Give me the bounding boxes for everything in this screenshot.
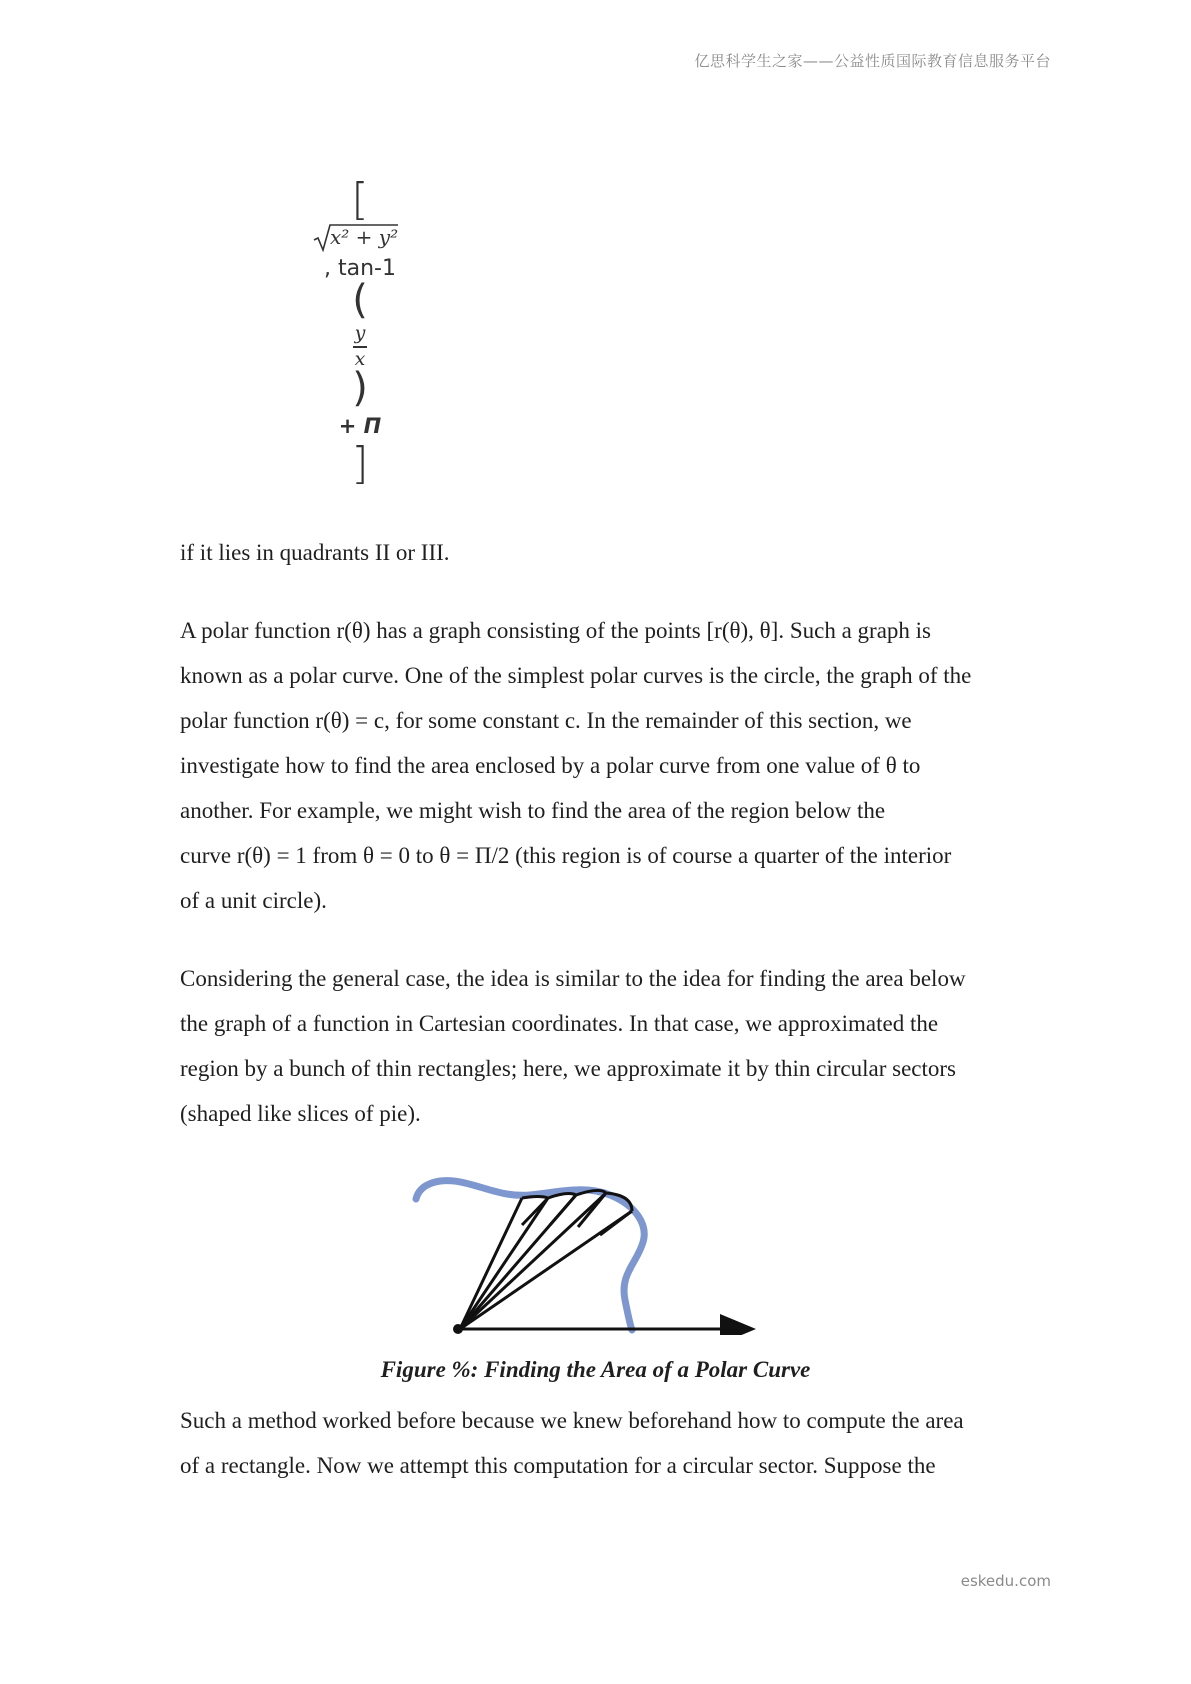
formula-plus-pi: + Π bbox=[338, 414, 382, 438]
polar-coordinate-formula bbox=[300, 174, 420, 498]
sector-arc bbox=[522, 1197, 548, 1199]
formula-close-paren: ) bbox=[352, 365, 368, 411]
formula-fraction-numerator: y bbox=[354, 322, 366, 344]
formula-fraction-denominator: x bbox=[354, 348, 366, 370]
text-line: the graph of a function in Cartesian coordinates. In that case, we approximated the bbox=[180, 1011, 939, 1036]
sector-chord bbox=[600, 1211, 632, 1235]
sector-radius bbox=[460, 1198, 548, 1329]
formula-open-bracket: [ bbox=[351, 174, 369, 225]
text-line: another. For example, we might wish to find the area of the region below the bbox=[180, 798, 886, 823]
formula-tan-inverse: , tan-1 bbox=[324, 256, 396, 281]
sector-chord bbox=[578, 1193, 606, 1227]
text-line: Considering the general case, the idea is similar to the idea for finding the area below bbox=[180, 966, 966, 991]
page-header: 亿思科学生之家——公益性质国际教育信息服务平台 bbox=[694, 52, 1051, 70]
text-line: (shaped like slices of pie). bbox=[180, 1101, 421, 1126]
text-line: of a unit circle). bbox=[180, 888, 327, 913]
paragraph-general-case bbox=[180, 956, 1020, 1136]
figure-caption: Figure %: Finding the Area of a Polar Curve bbox=[380, 1357, 811, 1382]
text-line: A polar function r(θ) has a graph consisting of the points [r(θ), θ]. Such a graph is bbox=[180, 618, 931, 643]
polar-area-figure bbox=[410, 1165, 790, 1340]
text-line: investigate how to find the area enclosed by a polar curve from one value of θ to bbox=[180, 753, 921, 778]
text-line: polar function r(θ) = c, for some constant c. In the remainder of this section, we bbox=[180, 708, 912, 733]
formula-sqrt bbox=[300, 222, 420, 252]
formula-close-bracket: ] bbox=[351, 438, 369, 489]
polar-sectors-diagram bbox=[410, 1165, 790, 1335]
paragraph-quadrants: if it lies in quadrants II or III. bbox=[180, 540, 450, 565]
formula-open-paren: ( bbox=[352, 277, 368, 323]
polar-curve bbox=[416, 1181, 644, 1330]
formula-radicand: x² + y² bbox=[330, 225, 399, 249]
sector-chord bbox=[522, 1198, 548, 1225]
pole-point bbox=[453, 1324, 463, 1334]
paragraph-method bbox=[180, 1398, 1020, 1488]
text-line: Such a method worked before because we knew beforehand how to compute the area bbox=[180, 1408, 964, 1433]
text-line: known as a polar curve. One of the simplest polar curves is the circle, the graph of the bbox=[180, 663, 972, 688]
text-line: of a rectangle. Now we attempt this computation for a circular sector. Suppose the bbox=[180, 1453, 936, 1478]
page-footer: eskedu.com bbox=[960, 1572, 1051, 1590]
sector-chord bbox=[550, 1195, 576, 1225]
text-line: region by a bunch of thin rectangles; here, we approximate it by thin circular sectors bbox=[180, 1056, 956, 1081]
paragraph-polar-function bbox=[180, 608, 1020, 923]
text-line: curve r(θ) = 1 from θ = 0 to θ = Π/2 (this region is of course a quarter of the interior bbox=[180, 843, 952, 868]
